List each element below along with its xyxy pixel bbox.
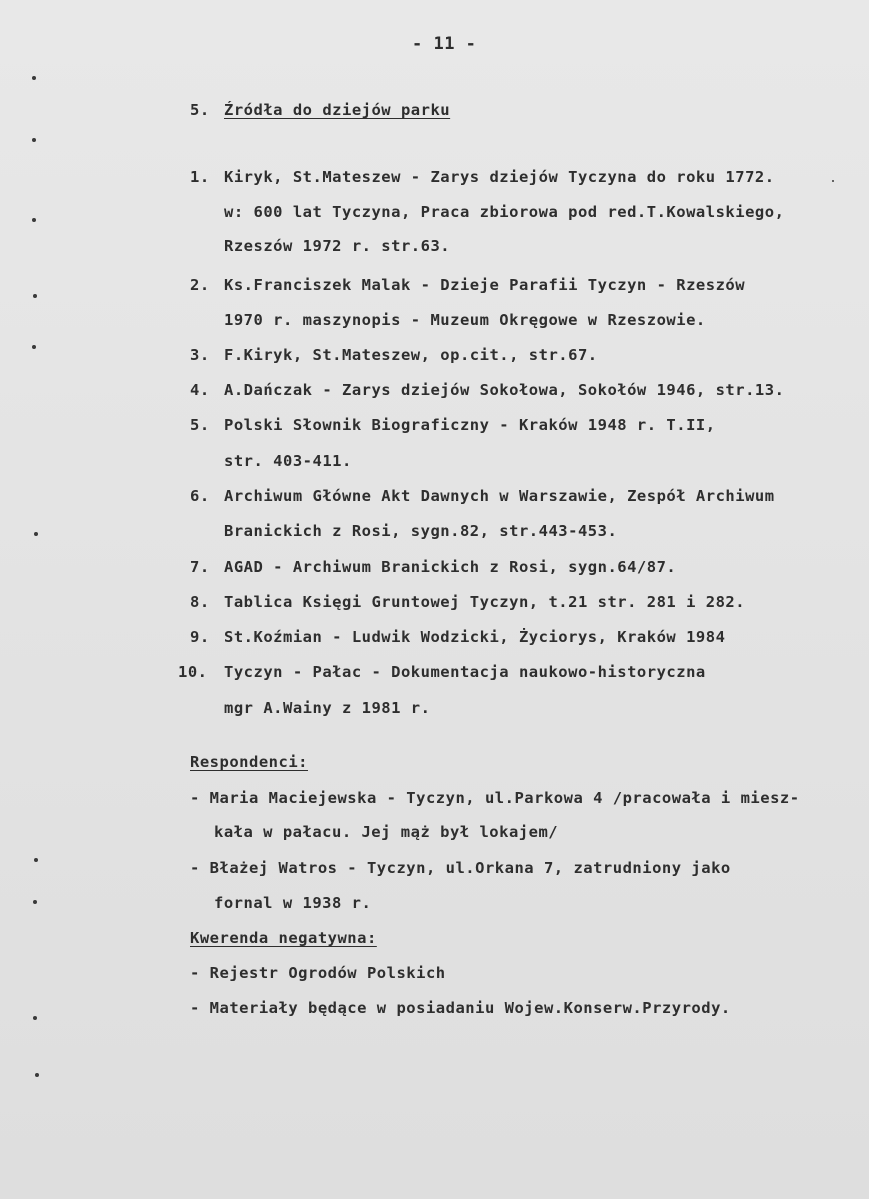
section-title: Źródła do dziejów parku: [224, 101, 451, 119]
source-number: 10.: [178, 663, 208, 681]
source-line: mgr A.Wainy z 1981 r.: [224, 699, 431, 717]
source-line: Archiwum Główne Akt Dawnych w Warszawie, Zespół Archiwum: [224, 487, 775, 505]
source-line: str. 403-411.: [224, 452, 352, 470]
source-line: w: 600 lat Tyczyna, Praca zbiorowa pod red.T.Kowalskiego,: [224, 203, 785, 221]
source-number: 3.: [190, 346, 210, 364]
negative-query-line: - Materiały będące w posiadaniu Wojew.Konserw.Przyrody.: [190, 999, 731, 1017]
source-number: 9.: [190, 628, 210, 646]
source-number: 6.: [190, 487, 210, 505]
margin-speck: [832, 180, 834, 182]
source-number: 7.: [190, 558, 210, 576]
source-line: Branickich z Rosi, sygn.82, str.443-453.: [224, 522, 618, 540]
source-number: 4.: [190, 381, 210, 399]
source-line: Rzeszów 1972 r. str.63.: [224, 237, 451, 255]
source-line: A.Dańczak - Zarys dziejów Sokołowa, Sokołów 1946, str.13.: [224, 381, 785, 399]
section-number: 5.: [190, 101, 210, 119]
margin-speck: [33, 1016, 37, 1020]
source-line: Kiryk, St.Mateszew - Zarys dziejów Tyczyna do roku 1772.: [224, 168, 775, 186]
negative-query-line: - Rejestr Ogrodów Polskich: [190, 964, 446, 982]
respondent-line: kała w pałacu. Jej mąż był lokajem/: [214, 823, 559, 841]
margin-speck: [33, 294, 37, 298]
margin-speck: [34, 858, 38, 862]
margin-speck: [32, 138, 36, 142]
source-line: F.Kiryk, St.Mateszew, op.cit., str.67.: [224, 346, 598, 364]
margin-speck: [32, 218, 36, 222]
margin-speck: [34, 532, 38, 536]
source-number: 8.: [190, 593, 210, 611]
negative-query-heading: Kwerenda negatywna:: [190, 929, 377, 947]
source-line: St.Koźmian - Ludwik Wodzicki, Życiorys, Kraków 1984: [224, 628, 726, 646]
respondents-heading: Respondenci:: [190, 753, 308, 771]
margin-speck: [32, 345, 36, 349]
page-number: - 11 -: [412, 34, 477, 54]
source-number: 5.: [190, 416, 210, 434]
source-line: Tyczyn - Pałac - Dokumentacja naukowo-historyczna: [224, 663, 706, 681]
source-line: Ks.Franciszek Malak - Dzieje Parafii Tyczyn - Rzeszów: [224, 276, 746, 294]
margin-speck: [35, 1073, 39, 1077]
source-line: Polski Słownik Biograficzny - Kraków 1948 r. T.II,: [224, 416, 716, 434]
source-number: 1.: [190, 168, 210, 186]
source-line: Tablica Księgi Gruntowej Tyczyn, t.21 str. 281 i 282.: [224, 593, 746, 611]
respondent-line: - Maria Maciejewska - Tyczyn, ul.Parkowa 4 /pracowała i miesz-: [190, 789, 800, 807]
margin-speck: [33, 900, 37, 904]
source-line: 1970 r. maszynopis - Muzeum Okręgowe w Rzeszowie.: [224, 311, 706, 329]
source-line: AGAD - Archiwum Branickich z Rosi, sygn.64/87.: [224, 558, 677, 576]
margin-speck: [32, 76, 36, 80]
respondent-line: fornal w 1938 r.: [214, 894, 372, 912]
source-number: 2.: [190, 276, 210, 294]
respondent-line: - Błażej Watros - Tyczyn, ul.Orkana 7, zatrudniony jako: [190, 859, 731, 877]
